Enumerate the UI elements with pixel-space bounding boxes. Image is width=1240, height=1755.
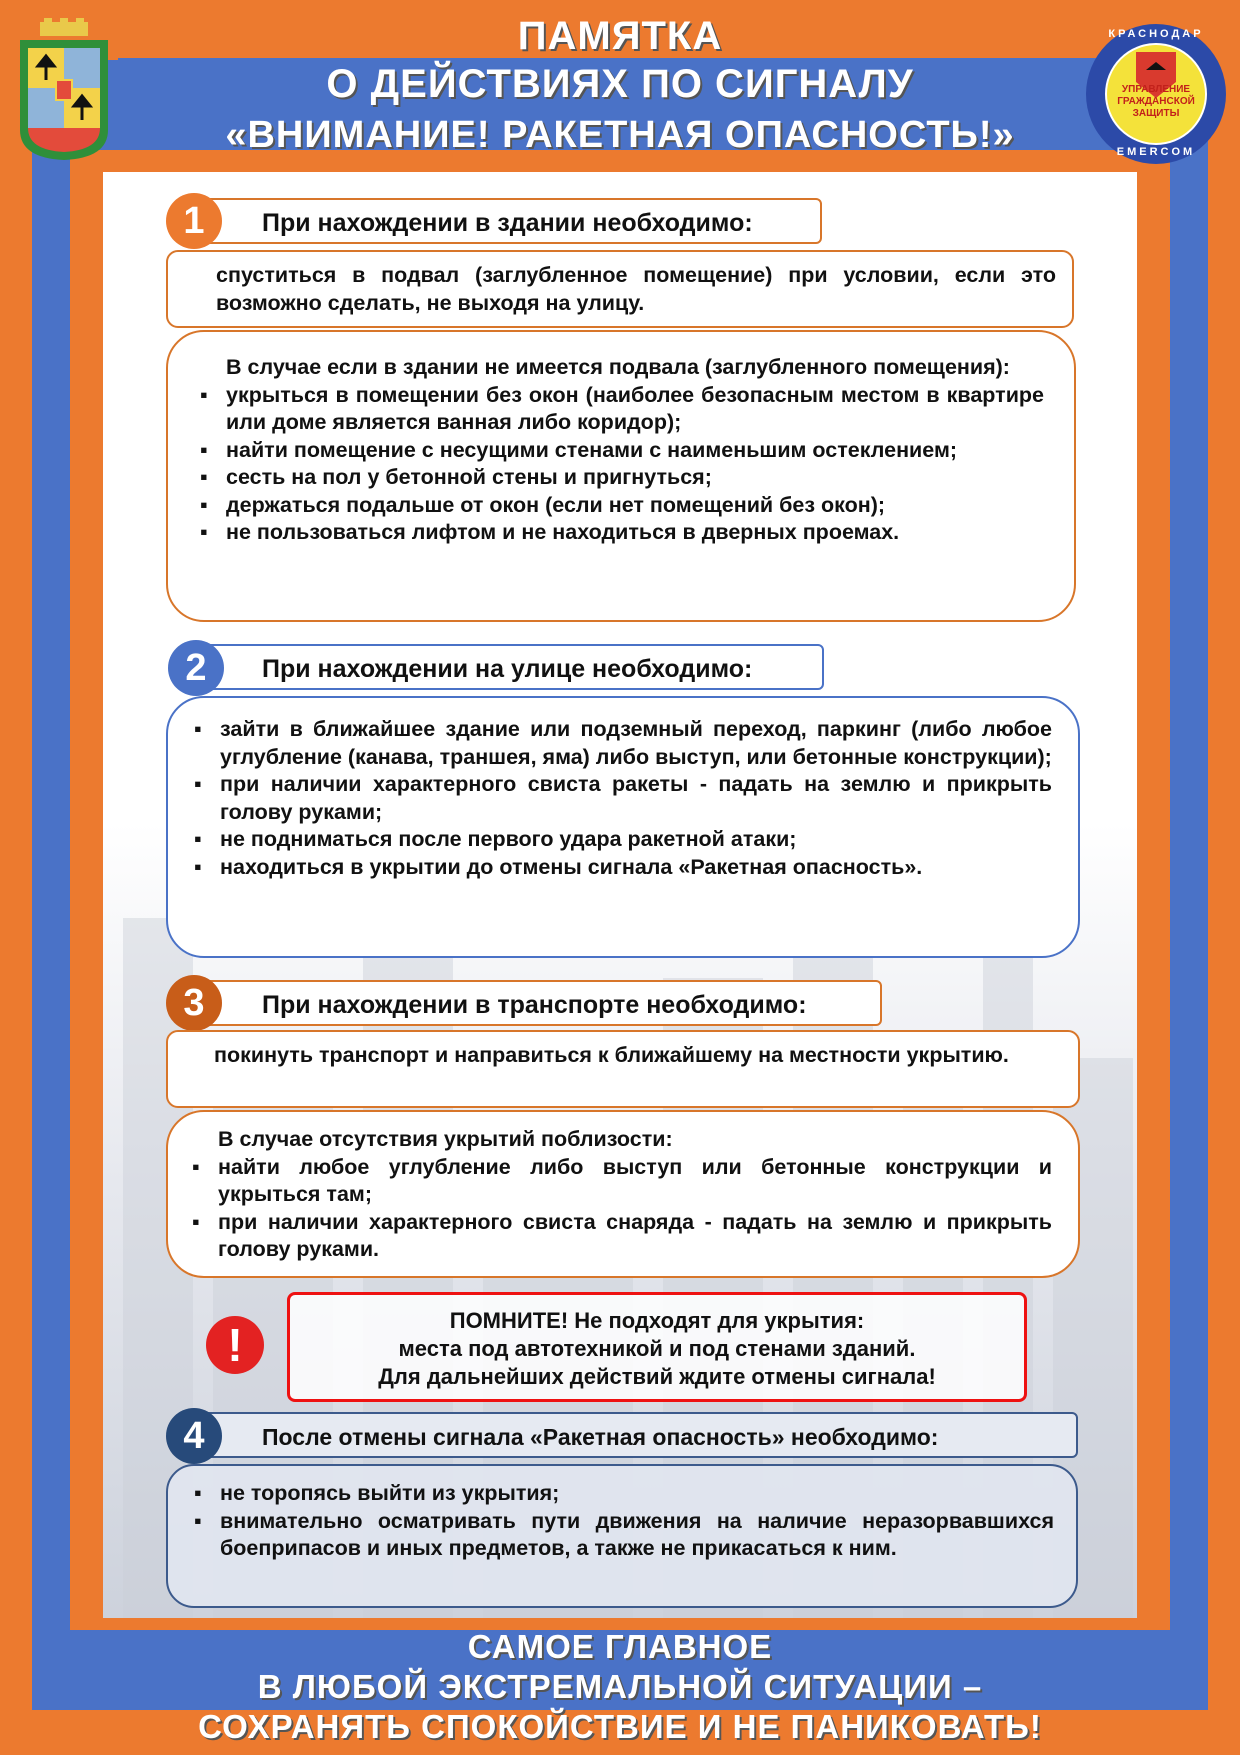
warning-line-3: Для дальнейших действий ждите отмены сигнала! <box>378 1364 936 1389</box>
list-item: ▪ зайти в ближайшее здание или подземный переход, паркинг (либо любое углубление (канава, траншея, яма) либо выступ, или бетонные конструкции); <box>192 716 1052 771</box>
section-4-heading: После отмены сигнала «Ракетная опасность» необходимо: <box>200 1412 1078 1458</box>
list-item: ▪ не подниматься после первого удара ракетной атаки; <box>192 826 1052 854</box>
emblem-ring-bottom: EMERCOM <box>1116 146 1196 158</box>
section-1-number: 1 <box>166 193 222 249</box>
section-2-list <box>192 716 1052 881</box>
section-1-main-text: спуститься в подвал (заглубленное помещение) при условии, если это возможно сделать, не выходя на улицу. <box>216 263 1056 315</box>
title-line-1: ПАМЯТКА <box>517 14 723 58</box>
section-4-list <box>192 1480 1054 1563</box>
list-item: ▪ не пользоваться лифтом и не находиться в дверных проемах. <box>198 519 1044 547</box>
section-4-number: 4 <box>166 1408 222 1464</box>
warning-box <box>287 1292 1027 1402</box>
section-1-alt-list <box>198 382 1044 547</box>
list-item: ▪ при наличии характерного свиста снаряда - падать на землю и прикрыть голову руками. <box>190 1209 1052 1264</box>
footer-line-3: СОХРАНЯТЬ СПОКОЙСТВИЕ И НЕ ПАНИКОВАТЬ! <box>198 1708 1042 1745</box>
section-3-main-text: покинуть транспорт и направиться к ближайшему на местности укрытию. <box>214 1043 1009 1067</box>
section-2-heading: При нахождении на улице необходимо: <box>200 644 824 690</box>
list-item: ▪ находиться в укрытии до отмены сигнала «Ракетная опасность». <box>192 854 1052 882</box>
section-3-heading: При нахождении в транспорте необходимо: <box>200 980 882 1026</box>
section-3-main-box <box>166 1030 1080 1108</box>
warning-line-1: ПОМНИТЕ! Не подходят для укрытия: <box>449 1308 865 1333</box>
section-1-main-box <box>166 250 1074 328</box>
section-3-alt-list <box>190 1154 1052 1264</box>
list-item: ▪ не торопясь выйти из укрытия; <box>192 1480 1054 1508</box>
list-item: ▪ найти любое углубление либо выступ или бетонные конструкции и укрыться там; <box>190 1154 1052 1209</box>
emblem-ring-top: КРАСНОДАР <box>1108 28 1204 40</box>
section-4-box <box>166 1464 1078 1608</box>
section-3-number: 3 <box>166 975 222 1031</box>
list-item: ▪ держаться подальше от окон (если нет помещений без окон); <box>198 492 1044 520</box>
civil-defense-emblem <box>1084 22 1228 166</box>
footer-line-2: В ЛЮБОЙ ЭКСТРЕМАЛЬНОЙ СИТУАЦИИ – <box>257 1668 983 1705</box>
list-item: ▪ внимательно осматривать пути движения на наличие неразорвавшихся боеприпасов и иных предметов, а также не прикасаться к ним. <box>192 1508 1054 1563</box>
emblem-center-text: УПРАВЛЕНИЕ ГРАЖДАНСКОЙ ЗАЩИТЫ <box>1117 84 1195 119</box>
krasnodar-crest-icon <box>18 18 110 160</box>
warning-line-2: места под автотехникой и под стенами зданий. <box>398 1336 916 1361</box>
list-item: ▪ сесть на пол у бетонной стены и пригнуться; <box>198 464 1044 492</box>
section-3-alt-intro: В случае отсутствия укрытий поблизости: <box>218 1127 673 1151</box>
section-2-number: 2 <box>168 640 224 696</box>
footer-line-1: САМОЕ ГЛАВНОЕ <box>467 1628 773 1665</box>
section-3-alt-box <box>166 1110 1080 1278</box>
title-line-2: О ДЕЙСТВИЯХ ПО СИГНАЛУ <box>326 62 914 106</box>
section-1-alt-intro: В случае если в здании не имеется подвала (заглубленного помещения): <box>226 355 1010 379</box>
section-1-heading: При нахождении в здании необходимо: <box>200 198 822 244</box>
title-line-3: «ВНИМАНИЕ! РАКЕТНАЯ ОПАСНОСТЬ!» <box>225 114 1015 156</box>
section-1-alt-box <box>166 330 1076 622</box>
list-item: ▪ найти помещение с несущими стенами с наименьшим остеклением; <box>198 437 1044 465</box>
section-2-box <box>166 696 1080 958</box>
list-item: ▪ при наличии характерного свиста ракеты - падать на землю и прикрыть голову руками; <box>192 771 1052 826</box>
warning-icon: ! <box>206 1316 264 1374</box>
list-item: ▪ укрыться в помещении без окон (наиболее безопасным местом в квартире или доме является ванная либо коридор); <box>198 382 1044 437</box>
